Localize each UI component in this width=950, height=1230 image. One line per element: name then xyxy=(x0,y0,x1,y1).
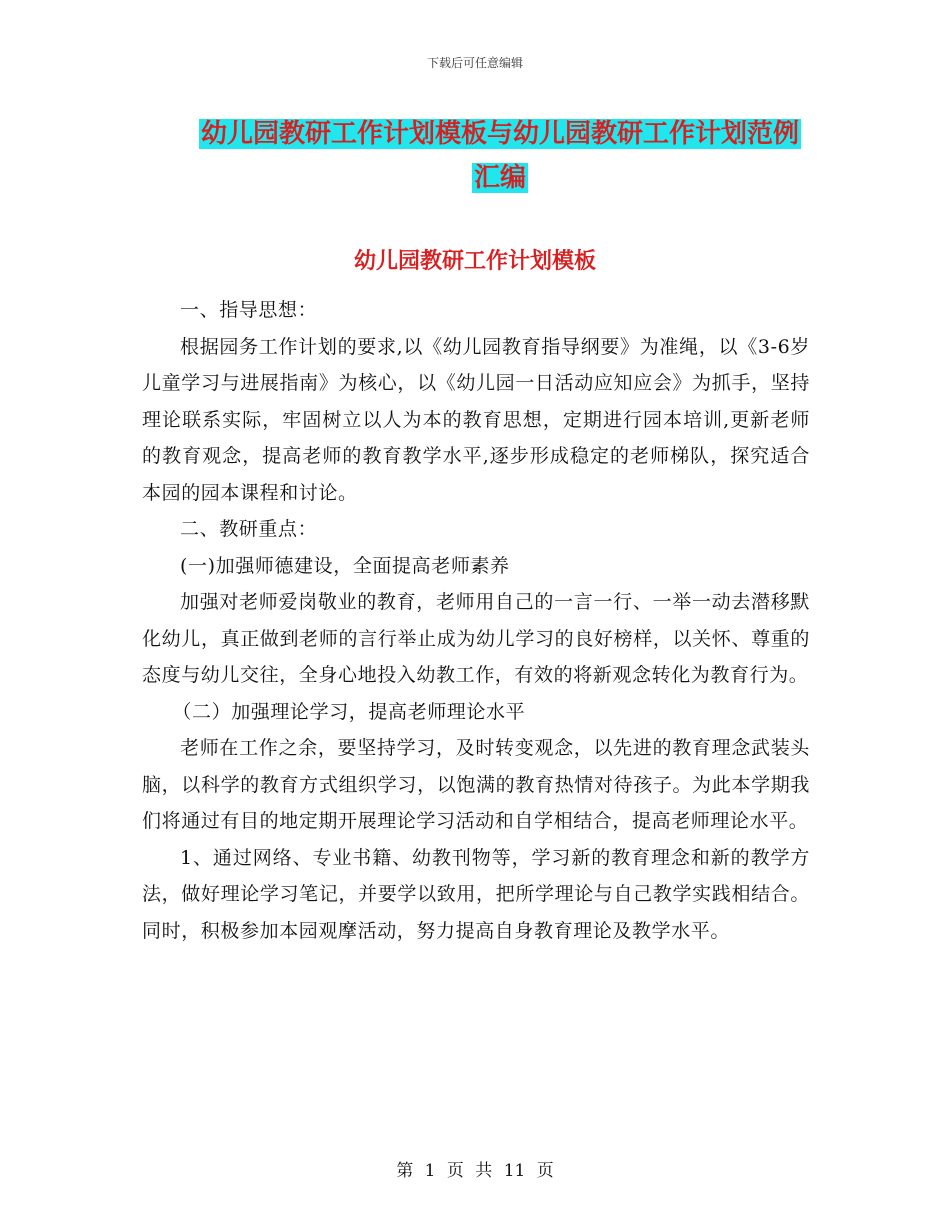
header-note: 下载后可任意编辑 xyxy=(426,56,523,70)
page-footer: 第 1 页 共 11 页 xyxy=(396,1161,554,1181)
heading-research-focus: 二、教研重点： xyxy=(180,518,318,540)
document-body xyxy=(142,292,810,949)
paragraph-theory: 老师在工作之余，要坚持学习，及时转变观念，以先进的教育理念武装头脑，以科学的教育方式组织学习，以饱满的教育热情对待孩子。为此本学期我们将通过有目的地定期开展理论学习活动和自学相结合，提高老师理论水平。 xyxy=(142,737,810,832)
section-title: 幼儿园教研工作计划模板 xyxy=(353,249,596,274)
document-title xyxy=(180,112,820,200)
subheading-theory: （二）加强理论学习，提高老师理论水平 xyxy=(172,700,526,723)
document-title-line1: 幼儿园教研工作计划模板与幼儿园教研工作计划范例 xyxy=(200,119,799,149)
document-title-line2: 汇编 xyxy=(473,163,526,193)
heading-guiding-thought: 一、指导思想： xyxy=(180,299,318,321)
subheading-ethics: (一)加强师德建设，全面提高老师素养 xyxy=(180,554,510,577)
paragraph-theory-item-1: 1、通过网络、专业书籍、幼教刊物等，学习新的教育理念和新的教学方法，做好理论学习笔记，并要学以致用，把所学理论与自己教学实践相结合。同时，积极参加本园观摩活动，努力提高自身教育理论及教学水平。 xyxy=(142,846,810,942)
paragraph-ethics: 加强对老师爱岗敬业的教育，老师用自己的一言一行、一举一动去潜移默化幼儿，真正做到老师的言行举止成为幼儿学习的良好榜样，以关怀、尊重的态度与幼儿交往，全身心地投入幼教工作，有效的将新观念转化为教育行为。 xyxy=(142,591,810,686)
paragraph-guiding-thought: 根据园务工作计划的要求,以《幼儿园教育指导纲要》为准绳，以《3-6岁儿童学习与进展指南》为核心，以《幼儿园一日活动应知应会》为抓手，坚持理论联系实际，牢固树立以人为本的教育思想，定期进行园本培训,更新老师的教育观念，提高老师的教育教学水平,逐步形成稳定的老师梯队，探究适合本园的园本课程和讨论。 xyxy=(142,335,810,504)
